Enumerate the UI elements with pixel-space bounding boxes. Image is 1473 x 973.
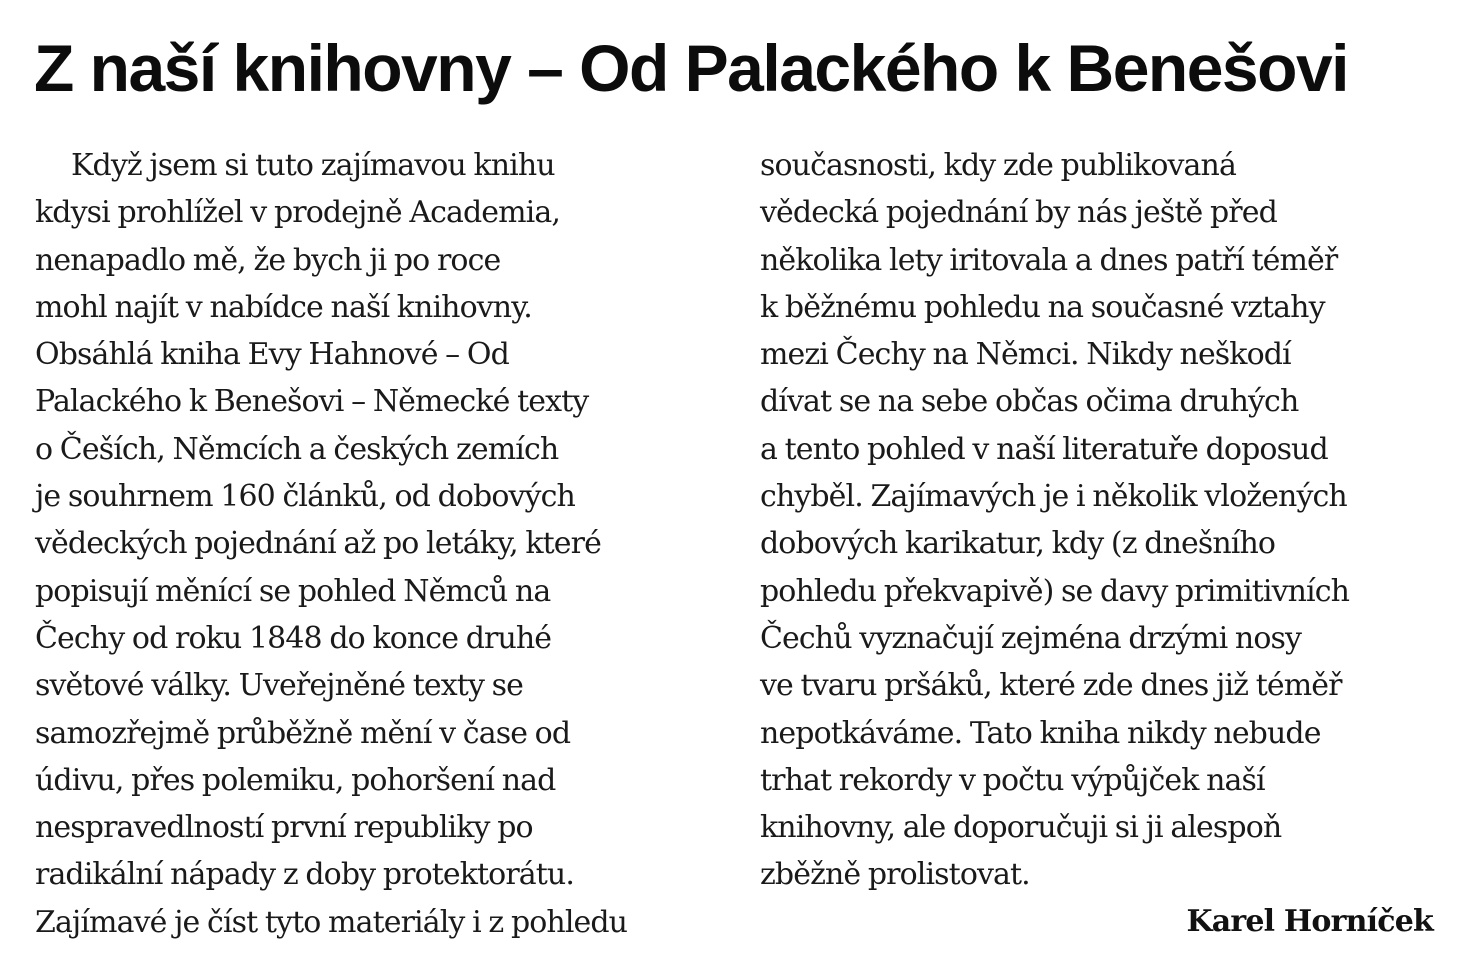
text-line: dobových karikatur, kdy (z dnešního bbox=[760, 526, 1276, 562]
text-line: samozřejmě průběžně mění v čase od bbox=[35, 715, 571, 751]
text-line: údivu, přes polemiku, pohoršení nad bbox=[35, 762, 556, 798]
text-line: nespravedlností první republiky po bbox=[35, 810, 533, 846]
text-line: zběžně prolistovat. bbox=[760, 857, 1030, 893]
text-line: Palackého k Benešovi – Německé texty bbox=[35, 384, 589, 420]
text-line: Když jsem si tuto zajímavou knihu bbox=[71, 148, 555, 183]
text-line: mohl najít v nabídce naší knihovny. bbox=[35, 289, 532, 325]
text-line: o Češích, Němcích a českých zemích bbox=[35, 431, 559, 467]
text-line: Čechy od roku 1848 do konce druhé bbox=[35, 620, 552, 656]
article-column-left bbox=[35, 142, 725, 946]
text-line: trhat rekordy v počtu výpůjček naší bbox=[760, 762, 1265, 798]
text-line: k běžnému pohledu na současné vztahy bbox=[760, 289, 1325, 325]
text-line: ve tvaru pršáků, které zde dnes již téměř bbox=[760, 668, 1342, 704]
text-line: chyběl. Zajímavých je i několik vložených bbox=[760, 479, 1347, 515]
text-line: knihovny, ale doporučuji si ji alespoň bbox=[760, 810, 1282, 846]
text-line: vědecká pojednání by nás ještě před bbox=[760, 195, 1277, 231]
article-column-right bbox=[760, 142, 1460, 899]
text-line: několika lety iritovala a dnes patří téměř bbox=[760, 242, 1338, 278]
text-line: Zajímavé je číst tyto materiály i z pohledu bbox=[35, 904, 628, 940]
text-line: je souhrnem 160 článků, od dobových bbox=[35, 479, 575, 515]
text-line: kdysi prohlížel v prodejně Academia, bbox=[35, 195, 561, 231]
author-signature: Karel Horníček bbox=[1186, 904, 1433, 939]
text-line: a tento pohled v naší literatuře doposud bbox=[760, 431, 1328, 467]
text-line: dívat se na sebe občas očima druhých bbox=[760, 384, 1299, 420]
text-line: nepotkáváme. Tato kniha nikdy nebude bbox=[760, 715, 1321, 751]
text-line: světové války. Uveřejněné texty se bbox=[35, 668, 523, 704]
text-line: Obsáhlá kniha Evy Hahnové – Od bbox=[35, 337, 509, 373]
text-line: pohledu překvapivě) se davy primitivních bbox=[760, 573, 1350, 609]
text-line: současnosti, kdy zde publikovaná bbox=[760, 148, 1236, 183]
text-line: nenapadlo mě, že bych ji po roce bbox=[35, 242, 501, 278]
article-title: Z naší knihovny – Od Palackého k Benešovi bbox=[34, 31, 1348, 105]
text-line: Čechů vyznačují zejména drzými nosy bbox=[760, 620, 1302, 656]
text-line: mezi Čechy na Němci. Nikdy neškodí bbox=[760, 337, 1291, 373]
text-line: vědeckých pojednání až po letáky, které bbox=[35, 526, 601, 562]
text-line: radikální nápady z doby protektorátu. bbox=[35, 857, 574, 893]
text-line: popisují měnící se pohled Němců na bbox=[35, 573, 551, 609]
